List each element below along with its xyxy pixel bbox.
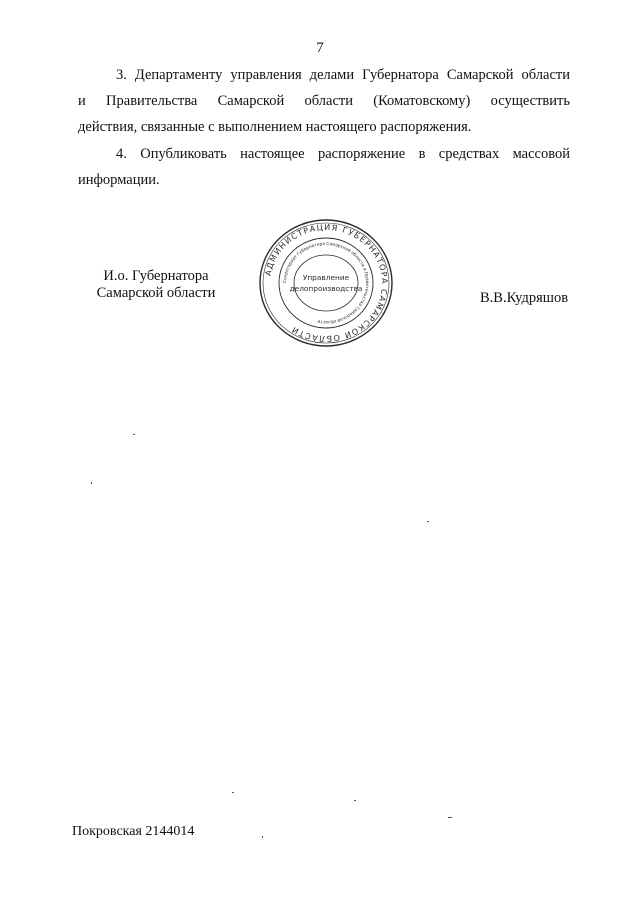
page-number: 7 bbox=[316, 40, 324, 56]
signatory-title bbox=[76, 268, 236, 302]
signatory-name: В.В.Кудряшов bbox=[480, 290, 569, 306]
scan-speck bbox=[427, 521, 429, 522]
paragraph-3-line-1: 3. Департаменту управления делами Губернатора Самарской области bbox=[116, 67, 570, 83]
paragraph-4-line-1: 4. Опубликовать настоящее распоряжение в средствах массовой bbox=[116, 146, 570, 162]
scan-speck bbox=[262, 836, 263, 838]
paragraph-3-line-3: действия, связанные с выполнением настоящего распоряжения. bbox=[78, 119, 472, 135]
paragraph-4 bbox=[78, 141, 570, 193]
signatory-title-line-1: И.о. Губернатора bbox=[103, 268, 209, 284]
scan-speck bbox=[354, 800, 356, 801]
signatory-title-line-2: Самарской области bbox=[96, 285, 216, 301]
scan-speck bbox=[448, 817, 452, 818]
scan-speck bbox=[232, 792, 234, 793]
seal-center-line-2: делопроизводства bbox=[289, 284, 363, 293]
paragraph-4-line-2: информации. bbox=[78, 172, 160, 188]
seal-center-line-1: Управление bbox=[302, 273, 350, 282]
executor-note: Покровская 2144014 bbox=[72, 824, 195, 839]
scan-speck bbox=[91, 482, 92, 484]
scan-speck bbox=[133, 434, 135, 435]
paragraph-3-line-2: и Правительства Самарской области (Коматовскому) осуществить bbox=[78, 93, 570, 109]
seal-inner-text: Секретариат Губернатора Самарской области и Правительства Самарской области bbox=[282, 241, 370, 325]
paragraph-3 bbox=[78, 62, 570, 140]
seal-outer-text: АДМИНИСТРАЦИЯ ГУБЕРНАТОРА САМАРСКОЙ ОБЛАСТИ bbox=[263, 222, 390, 344]
official-seal bbox=[258, 218, 394, 348]
